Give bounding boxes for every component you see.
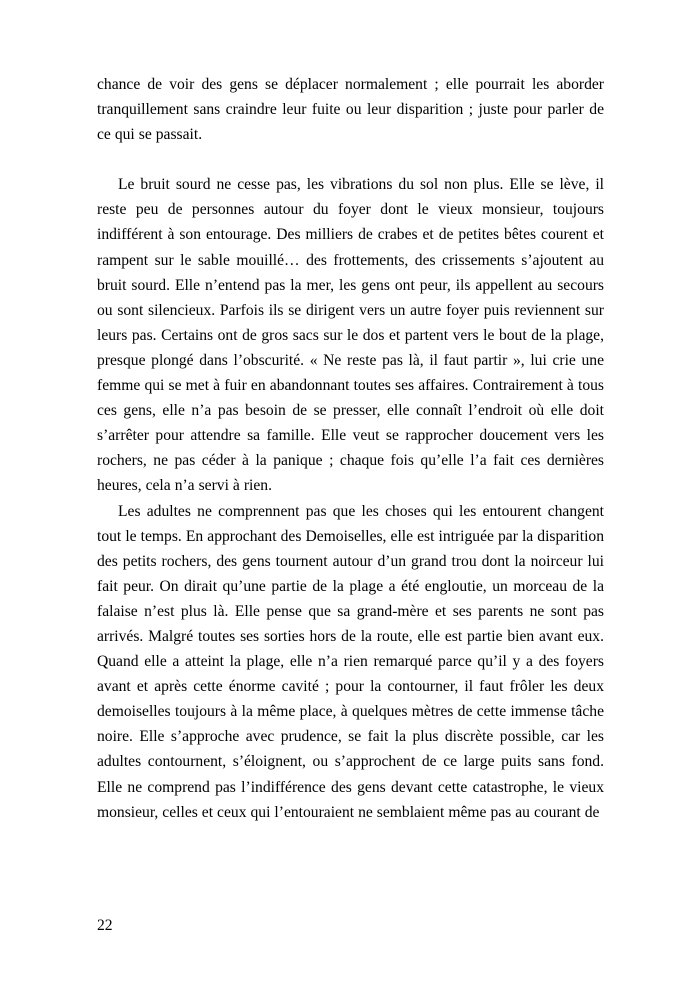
page-number: 22 <box>97 917 113 934</box>
paragraph-second: Le bruit sourd ne cesse pas, les vibrations du sol non plus. Elle se lève, il reste peu de personnes autour du foyer dont le vieux monsieur, toujours indifférent à son entourage. Des milliers de crabes et de petites bêtes courent et rampent sur le sable mouillé… des frottements, des crissements s’ajoutent au bruit sourd. Elle n’entend pas la mer, les gens ont peur, ils appellent au secours ou sont silencieux. Parfois ils se dirigent vers un autre foyer puis reviennent sur leurs pas. Certains ont de gros sacs sur le dos et partent vers le bout de la plage, presque plongé dans l’obscurité. « Ne reste pas là, il faut partir », lui crie une femme qui se met à fuir en abandonnant toutes ses affaires. Contrairement à tous ces gens, elle n’a pas besoin de se presser, elle connaît l’endroit où elle doit s’arrêter pour attendre sa famille. Elle veut se rapprocher doucement vers les rochers, ne pas céder à la panique ; chaque fois qu’elle l’a fait ces dernières heures, cela n’a servi à rien. <box>97 176 604 495</box>
page-text-block <box>97 72 604 825</box>
paragraph-third: Les adultes ne comprennent pas que les choses qui les entourent changent tout le temps. En approchant des Demoiselles, elle est intriguée par la disparition des petits rochers, des gens tournent autour d’un grand trou dont la noirceur lui fait peur. On dirait qu’une partie de la plage a été engloutie, un morceau de la falaise n’est plus là. Elle pense que sa grand-mère et ses parents ne sont pas arrivés. Malgré toutes ses sorties hors de la route, elle est partie bien avant eux. Quand elle a atteint la plage, elle n’a rien remarqué parce qu’il y a des foyers avant et après cette énorme cavité ; pour la contourner, il faut frôler les deux demoiselles toujours à la même place, à quelques mètres de cette immense tâche noire. Elle s’approche avec prudence, se fait la plus discrète possible, car les adultes contournent, s’éloignent, ou s’approchent de ce large puits sans fond. Elle ne comprend pas l’indifférence des gens devant cette catastrophe, le vieux monsieur, celles et ceux qui l’entouraient ne semblaient même pas au courant de <box>97 502 604 821</box>
paragraph-continuation: chance de voir des gens se déplacer normalement ; elle pourrait les aborder tranquillement sans craindre leur fuite ou leur disparition ; juste pour parler de ce qui se passait. <box>97 76 604 144</box>
